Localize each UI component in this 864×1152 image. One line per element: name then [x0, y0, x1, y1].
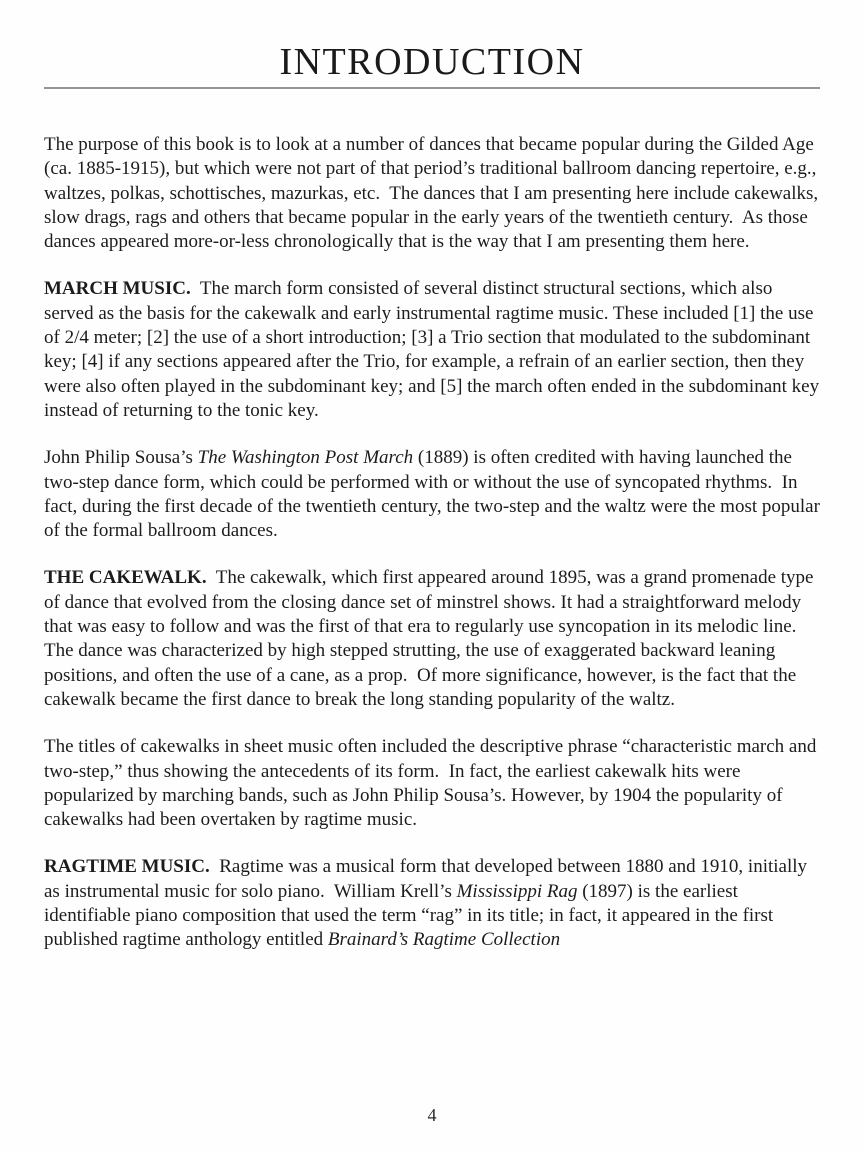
- page-number: 4: [427, 1105, 437, 1125]
- text-segment-normal: John Philip Sousa’s: [44, 447, 198, 469]
- text-segment-italic: Mississippi Rag: [456, 880, 578, 902]
- text-segment-italic: The Washington Post March: [197, 447, 414, 469]
- paragraph-purpose: [44, 133, 823, 254]
- text-segment-bold: RAGTIME MUSIC.: [44, 856, 210, 878]
- paragraph-sousa-two-step: [44, 446, 825, 543]
- body-text: [44, 133, 825, 953]
- page-header: [44, 40, 820, 89]
- paragraph-ragtime-music: [44, 855, 820, 952]
- title-rule: [44, 87, 820, 89]
- text-segment-normal: The cakewalk, which first appeared around 1895, was a grand promenade type of dance that evolved from the closing dance set of minstrel shows. It had a straightforward melody that was easy to follow and was the first of that era to regularly use syncopation in its melodic line. The dance was characterized by high stepped strutting, the use of exaggerated backward leaning positions, and often the use of a cane, as a prop. Of more significance, however, is the fact that the cakewalk became the first dance to break the long standing popularity of the waltz.: [44, 567, 819, 710]
- text-segment-normal: Ragtime was a musical form that developed between 1880 and 1910, initially as instrumental music for solo piano. William Krell’s: [44, 856, 812, 902]
- text-segment-normal: The march form consisted of several distinct structural sections, which also served as the basis for the cakewalk and early instrumental ragtime music. These included [1] the use of 2/4 meter; [2] the use of a short introduction; [3] a Trio section that modulated to the subdominant key; [4] if any sections appeared after the Trio, for example, a refrain of an earlier section, then they were also often played in the subdominant key; and [5] the march often ended in the subdominant key instead of returning to the tonic key.: [44, 278, 824, 421]
- text-segment-normal: (1897) is the earliest identifiable piano composition that used the term “rag” in its title; in fact, it appeared in the first published ragtime anthology entitled: [44, 880, 778, 951]
- text-segment-italic: Brainard’s Ragtime Collection: [327, 929, 561, 951]
- text-segment-normal: (1889) is often credited with having launched the two-step dance form, which could be performed with or without the use of syncopated rhythms. In fact, during the first decade of the twentieth century, the two-step and the waltz were the most popular of the formal ballroom dances.: [44, 447, 825, 542]
- paragraph-march-music: [44, 277, 824, 423]
- text-segment-bold: THE CAKEWALK.: [44, 567, 207, 589]
- page-title: INTRODUCTION: [279, 41, 585, 83]
- text-segment-normal: The purpose of this book is to look at a number of dances that became popular during the Gilded Age (ca. 1885-1915), but which were not part of that period’s traditional ballroom dancing repertoire, e.g., waltzes, polkas, schottisches, mazurkas, etc. The dances that I am presenting here include cakewalks, slow drags, rags and others that became popular in the early years of the twentieth century. As those dances appeared more-or-less chronologically that is the way that I am presenting them here.: [44, 134, 823, 253]
- text-segment-bold: MARCH MUSIC.: [44, 278, 191, 300]
- paragraph-the-cakewalk: [44, 566, 820, 712]
- page-footer: [0, 1105, 864, 1126]
- paragraph-cakewalk-titles: [44, 735, 820, 832]
- text-segment-normal: The titles of cakewalks in sheet music often included the descriptive phrase “characteristic march and two-step,” thus showing the antecedents of its form. In fact, the earliest cakewalk hits were popularized by marching bands, such as John Philip Sousa’s. However, by 1904 the popularity of cakewalks had been overtaken by ragtime music.: [44, 736, 822, 831]
